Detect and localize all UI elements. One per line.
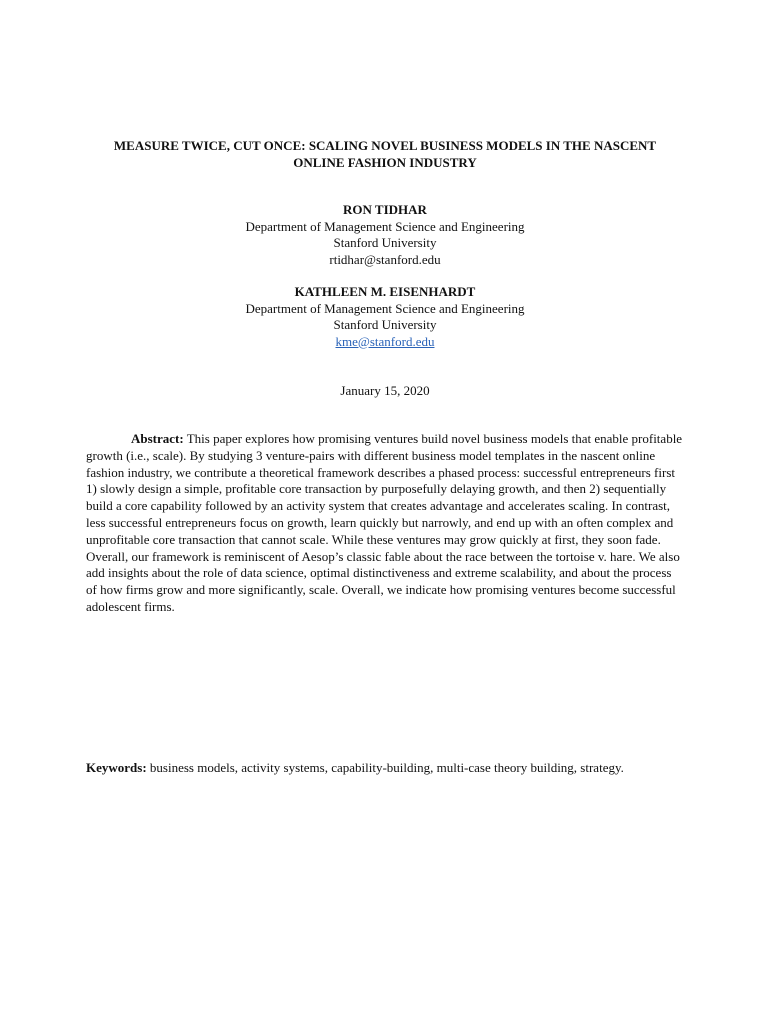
abstract-text: This paper explores how promising ventures build novel business models that enable profitable growth (i.e., scale). By studying 3 venture-pairs with different business model templates in the nascent online fashion industry, we contribute a theoretical framework describes a phased process: successful entrepreneurs first 1) slowly design a simple, profitable core transaction by purposefully delaying growth, and then 2) sequentially build a core capability followed by an activity system that creates advantage and accelerates scaling. In contrast, less successful entrepreneurs focus on growth, learn quickly but narrowly, and end up with an often complex and unprofitable core transaction that cannot scale. While these ventures may grow quickly at first, they soon fade. Overall, our framework is reminiscent of Aesop’s classic fable about the race between the tortoise v. hare. We also add insights about the role of data science, optimal distinctiveness and extreme scalability, and about the process of how firms grow and more significantly, scale. Overall, we indicate how promising ventures become successful adolescent firms. (86, 431, 683, 614)
keywords-label: Keywords: (86, 760, 147, 775)
paper-title (60, 137, 710, 171)
keywords-text: business models, activity systems, capability-building, multi-case theory building, strategy. (149, 760, 624, 775)
author-name: RON TIDHAR (343, 202, 427, 217)
abstract (86, 431, 684, 616)
paper-date: January 15, 2020 (340, 383, 430, 398)
keywords (86, 759, 706, 776)
abstract-label: Abstract: (131, 431, 184, 446)
author-block-2 (85, 284, 685, 350)
title-line-1: MEASURE TWICE, CUT ONCE: SCALING NOVEL BUSINESS MODELS IN THE NASCENT (113, 138, 657, 153)
author-block-1 (85, 202, 685, 268)
author-department: Department of Management Science and Engineering (245, 300, 525, 316)
author-email-link[interactable]: kme@stanford.edu (335, 333, 435, 349)
author-email: rtidhar@stanford.edu (329, 251, 441, 267)
author-name: KATHLEEN M. EISENHARDT (294, 284, 476, 299)
author-university: Stanford University (333, 317, 437, 332)
author-university: Stanford University (333, 235, 437, 250)
title-line-2: ONLINE FASHION INDUSTRY (293, 155, 477, 170)
author-department: Department of Management Science and Engineering (245, 218, 525, 234)
